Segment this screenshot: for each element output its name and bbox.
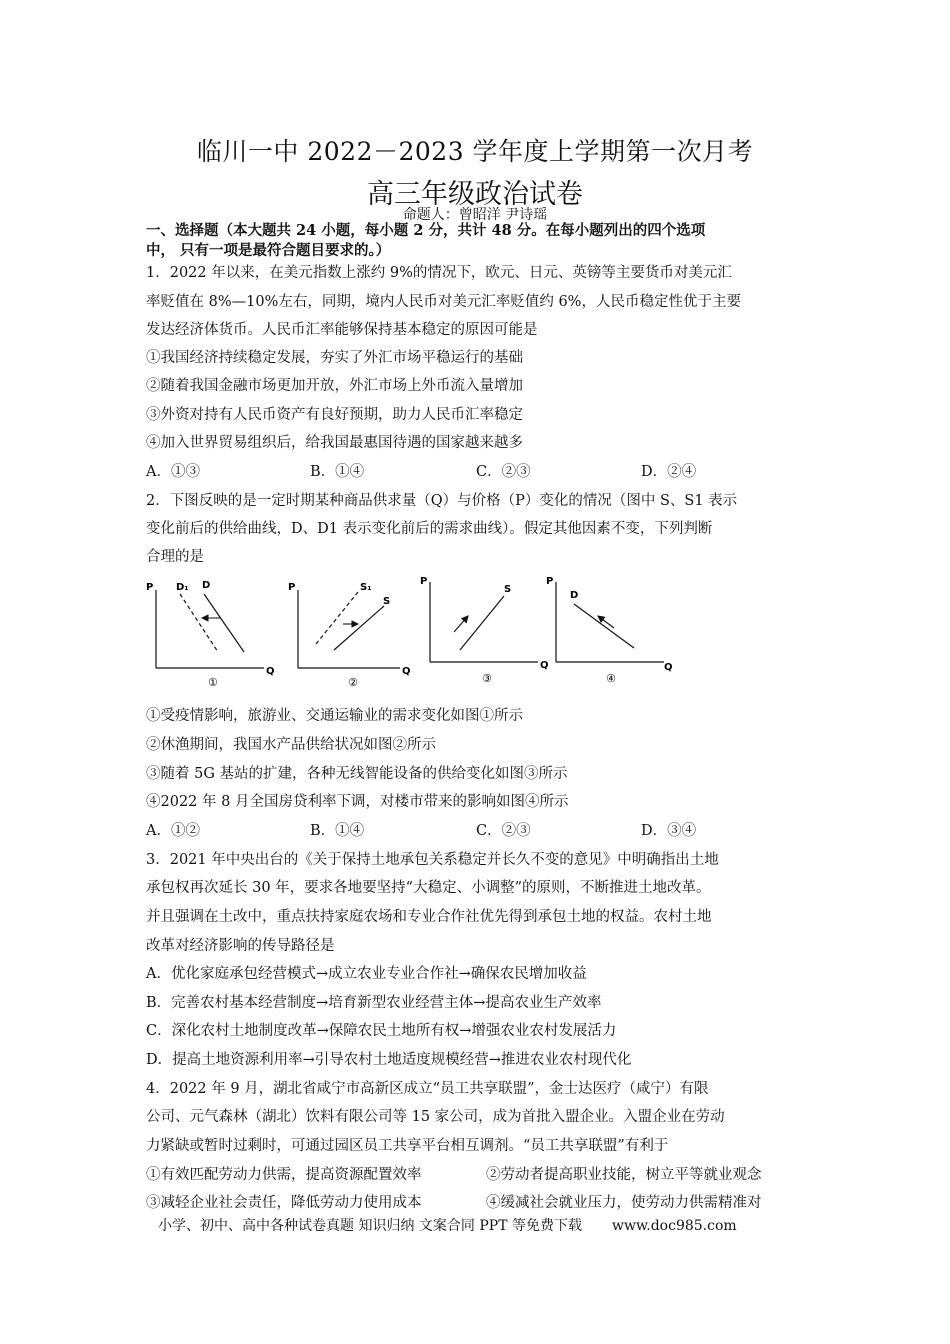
graph-4-p-label: P [546,576,554,587]
q4-stem-line: 力紧缺或暂时过剩时，可通过园区员工共享平台相互调剂。“员工共享联盟”有利于 [146,1138,669,1154]
q2-option-d: D．③④ [641,823,697,839]
graph-3-move-arrow [454,616,468,632]
exam-authors: 命题人：曾昭洋 尹诗瑶 [402,207,548,223]
q4-item: ③减轻企业社会责任，降低劳动力使用成本 [146,1195,422,1211]
q4-stem-line: 公司、元气森林（湖北）饮料有限公司等 15 家公司，成为首批入盟企业。入盟企业在劳动 [146,1109,725,1125]
q3-option-b: B．完善农村基本经营制度→培育新型农业经营主体→提高农业生产效率 [146,995,602,1011]
q1-stem-line: 发达经济体货币。人民币汇率能够保持基本稳定的原因可能是 [146,322,538,338]
q2-stem-line: 合理的是 [146,549,204,565]
q1-option-b: B．①④ [310,464,365,480]
q2-item: ③随着 5G 基站的扩建，各种无线智能设备的供给变化如图③所示 [146,766,568,782]
section-heading-line: 一、选择题（本大题共 24 小题，每小题 2 分，共计 48 分。在每小题列出的四个选项 [146,222,706,239]
q3-option-a: A．优化家庭承包经营模式→成立农业专业合作社→确保农民增加收益 [146,966,587,982]
graph-4-label-d: D [570,590,579,601]
graph-3-p-label: P [420,576,428,587]
graph-1-label-d: D [202,580,211,591]
graph-3-q-label: Q [540,660,549,671]
graph-2-label-s1: S₁ [360,582,372,593]
q2-item: ④2022 年 8 月全国房贷利率下调，对楼市带来的影响如图④所示 [146,794,569,810]
q1-option-a: A．①③ [146,464,200,480]
graph-4 [546,576,673,685]
q4-item: ④缓减社会就业压力，使劳动力供需精准对 [486,1195,762,1211]
q2-item: ②休渔期间，我国水产品供给状况如图②所示 [146,737,436,753]
exam-subtitle: 高三年级政治试卷 [367,179,583,210]
graph-1-label-d1: D₁ [176,582,189,593]
supply-demand-graphs [138,574,678,692]
q2-stem-line: 2．下图反映的是一定时期某种商品供求量（Q）与价格（P）变化的情况（图中 S、S1 表示 [146,493,738,509]
q3-option-d: D．提高土地资源利用率→引导农村土地适度规模经营→推进农业农村现代化 [146,1052,632,1068]
q1-stem-line: 率贬值在 8%—10%左右，同期，境内人民币对美元汇率贬值约 6%，人民币稳定性优于主要 [146,294,741,310]
graph-3-label-s: S [504,584,512,595]
graph-1-curve-d [204,594,244,652]
q3-option-c: C．深化农村土地制度改革→保障农民土地所有权→增强农业农村发展活力 [146,1023,617,1039]
graph-4-q-label: Q [664,662,673,673]
graph-1-q-label: Q [266,666,275,677]
graph-4-move-arrow [598,616,614,628]
graph-1-p-label: P [146,582,154,593]
graph-2-number: ② [348,676,358,689]
q3-stem-line: 承包权再次延长 30 年，要求各地要坚持“大稳定、小调整”的原则，不断推进土地改革。 [146,880,711,896]
q4-item: ②劳动者提高职业技能，树立平等就业观念 [486,1167,762,1183]
graph-2 [288,582,411,689]
q2-stem-line: 变化前后的供给曲线，D、D1 表示变化前后的需求曲线）。假定其他因素不变，下列判断 [146,521,713,537]
footer-text: 小学、初中、高中各种试卷真题 知识归纳 文案合同 PPT 等免费下载 [158,1218,582,1234]
graph-1 [146,580,275,689]
q1-option-c: C．②③ [476,464,531,480]
graph-2-p-label: P [288,582,296,593]
exam-title: 临川一中 2022－2023 学年度上学期第一次月考 [196,137,754,166]
q1-option-d: D．②④ [641,464,697,480]
graph-1-number: ① [208,676,218,689]
q2-option-a: A．①② [146,823,200,839]
footer [158,1215,737,1235]
q1-item: ①我国经济持续稳定发展，夯实了外汇市场平稳运行的基础 [146,350,523,366]
q1-stem-line: 1．2022 年以来，在美元指数上涨约 9%的情况下，欧元、日元、英镑等主要货币对美元汇 [146,265,732,281]
q4-item: ①有效匹配劳动力供需，提高资源配置效率 [146,1167,422,1183]
q3-stem-line: 改革对经济影响的传导路径是 [146,938,335,954]
graph-4-curve-d [574,604,634,648]
q1-item: ③外资对持有人民币资产有良好预期，助力人民币汇率稳定 [146,407,523,423]
section-heading [146,221,806,261]
graph-3-number: ③ [482,672,492,685]
q1-item: ②随着我国金融市场更加开放，外汇市场上外币流入量增加 [146,378,523,394]
q2-option-b: B．①④ [310,823,365,839]
q3-stem-line: 3．2021 年中央出台的《关于保持土地承包关系稳定并长久不变的意见》中明确指出土地 [146,852,719,868]
graph-2-q-label: Q [402,666,411,677]
graph-2-label-s: S [383,596,391,607]
q2-item: ①受疫情影响，旅游业、交通运输业的需求变化如图①所示 [146,708,523,724]
graph-3-curve-s [460,596,504,650]
footer-site-link[interactable]: www.doc985.com [611,1218,737,1234]
graph-1-curve-d1 [180,594,218,652]
q4-stem-line: 4．2022 年 9 月，湖北省咸宁市高新区成立“员工共享联盟”，金士达医疗（咸宁）有限 [146,1081,709,1097]
q2-option-c: C．②③ [476,823,531,839]
graph-3 [420,576,549,685]
graph-4-number: ④ [606,672,616,685]
graph-2-curve-s1 [316,592,358,644]
q3-stem-line: 并且强调在土改中，重点扶持家庭农场和专业合作社优先得到承包土地的权益。农村土地 [146,909,712,925]
section-heading-line: 中， 只有一项是最符合题目要求的。） [146,242,391,259]
graph-2-curve-s [334,606,384,650]
q1-item: ④加入世界贸易组织后，给我国最惠国待遇的国家越来越多 [146,435,523,451]
